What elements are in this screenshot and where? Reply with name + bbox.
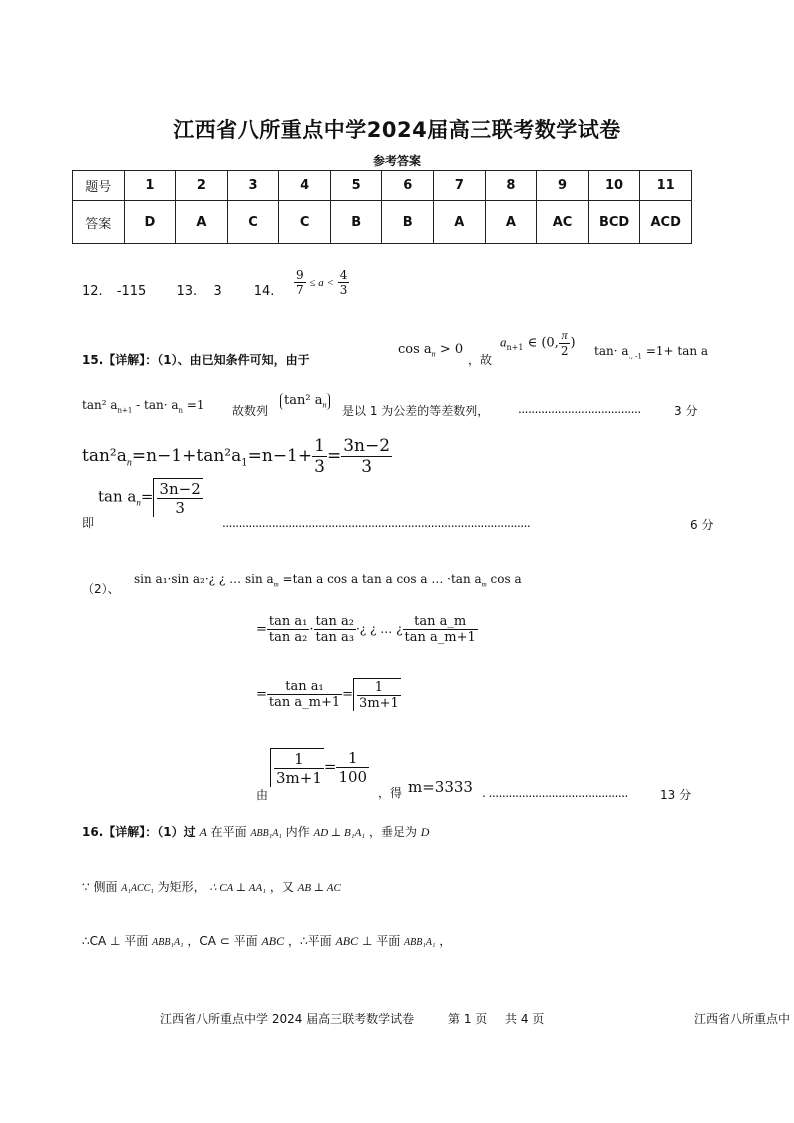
q15-cond1 [398,342,463,359]
q15-line3-f2-num: 3n−2 [343,436,391,456]
q15-line4-lhs: tan a [98,487,137,506]
q15-intro: 15.【详解】：（1）、由已知条件可知，由于 [82,353,310,367]
q15-step3-rad-num: 1 [274,750,324,769]
q15-cond2-close: ) [570,335,576,351]
q13-value: 3 [213,284,222,299]
q16-text1: 在平面 [210,825,247,839]
q15-step1: = $\frac{\text{tan a₁}}{\text{tan a₂}}$ · $\frac{\text{tan a₂}}{\text{tan a₃}}$ ·¿ ¿ … ¿ $\frac{\text{tan a\_m}}{\text{tan a\_m+1}}$ [256,614,476,645]
q15-cond2-rest: ∈ (0, [527,335,559,351]
q15-line4-num: 3n−2 [159,480,201,498]
q16-point-a: A [199,825,207,839]
table-cell: 题号 [73,171,125,201]
q15-step2-den: tan a_m+1 [268,695,341,710]
q16-line3-plane: ABB₁A₁ [152,937,184,948]
fill-in-answers [82,284,274,299]
q14-den-left: 7 [296,283,304,297]
q16-line2-because: ∵ 侧面 [82,880,118,894]
q16-plane1: ABB₁A₁ [250,828,282,839]
table-cell: 答案 [73,201,125,244]
q16-line2-face: A₁ACC₁ [121,883,154,894]
q15-line4-score: 6 分 [690,518,714,532]
answer-table-header-row [73,171,692,201]
q15-line2-a: tan² a [82,398,118,412]
q16-line2-expr: ∴ CA ⊥ AA₁ [209,882,266,894]
table-cell: 5 [330,171,382,201]
q15-eq1-text: tan· a [594,344,629,358]
q15-line2-c: =1 [186,398,205,412]
q15-line4-eq: = [140,487,154,506]
page-subtitle: 参考答案 [372,154,421,168]
q14-num-right: 4 [339,268,348,282]
q15-line2-text: 故数列 [232,404,269,418]
q16-line3-b: ，CA ⊂ 平面 [187,934,258,948]
q15-step2: = $\frac{\text{tan a₁}}{\text{tan a\_m+1}}$ = $\frac{1}{3m+1}$ [256,679,399,711]
footer-right: 江西省八所重点中 [694,1012,791,1026]
q15-step1-d1: tan a₂ [268,630,308,645]
q15-step2-num: tan a₁ [267,679,342,695]
q15-line3-f1-num: 1 [314,436,325,456]
q15-line3-eq: = [326,446,342,466]
table-cell: A [176,201,228,244]
table-cell: 8 [485,171,537,201]
q15-line3-f2-den: 3 [361,457,373,477]
q15-line2-seq-text: tan² a [284,393,323,408]
q16-line3 [82,932,451,949]
q15-line4-den: 3 [175,499,185,517]
q15-line2-seq-sub: n [322,400,327,410]
q15-eq1-sub: ., -1 [628,352,642,361]
q15-step3-rad-den: 3m+1 [276,769,322,787]
q15-step1-n2: tan a₂ [315,614,354,629]
table-cell: 9 [537,171,589,201]
q15-line2-sub1: n+1 [117,406,133,415]
q15-so: ，故 [468,353,493,367]
q15-line3-f1-den: 3 [314,457,325,477]
q15-cond2-sub: n+1 [506,343,524,353]
q15-line4-lhs-sub: n [136,497,141,508]
q15-line4-prefix: 即 [82,516,95,530]
q15-line3-mid: =n−1+tan²a [131,446,242,466]
q15-part2-rhs-end: cos a [490,572,522,586]
q15-step3-score: 13 分 [660,788,692,802]
q12-label: 12. [82,284,103,299]
table-cell: B [330,201,382,244]
table-cell: 10 [588,171,640,201]
table-cell: A [485,201,537,244]
footer-page: 第 1 页 [448,1012,488,1026]
q15-cond2-text: a [500,334,507,350]
q15-step1-d2: tan a₃ [315,630,354,645]
q16-intro: 16.【详解】：（1）过 [82,825,196,839]
q16-line2-text2: ，又 [269,880,294,894]
q15-part2-lhs: sin a₁·sin a₂·¿ ¿ … sin a [134,572,274,586]
q14-den-right: 3 [339,283,348,297]
q16-line3-abc: ABC [261,934,285,948]
q14-label: 14. [253,284,275,299]
q15-step1-n3: tan a_m [403,614,478,630]
q16-line2 [82,878,341,895]
q15-part2-label: （2）、 [82,582,120,596]
table-cell: D [124,201,176,244]
table-cell: 4 [279,171,331,201]
q15-step3-expr [270,748,369,787]
q15-part2-sub: m [273,580,279,589]
q15-line3-mid-sub: 1 [241,457,248,469]
table-cell: A [434,201,486,244]
q16-line3-end: ， [439,934,452,948]
q15-eq1 [594,344,708,360]
q15-line3-mid2: =n−1+ [247,446,313,466]
q16-line2-expr2: AB ⊥ AC [297,882,341,894]
q15-cond1-sub: n [431,349,436,359]
table-cell: C [279,201,331,244]
q15-step3-text: ，得 [378,786,403,800]
table-cell: AC [537,201,589,244]
q15-line2-text2: 是以 1 为公差的等差数列， [342,404,490,418]
q14-expression [294,268,349,297]
q15-eq1-rest: =1+ tan a [645,344,709,358]
table-cell: B [382,201,434,244]
q13-label: 13. [176,284,198,299]
q15-line4-dots: ............................................................................................. [222,516,531,530]
table-cell: 3 [227,171,279,201]
q16-text2: 内作 [285,825,310,839]
q16-expr1: AD ⊥ B₁A₁ [313,827,366,839]
q16-line1 [82,823,429,840]
q15-part2-rhs-sub: m [481,580,487,589]
q16-line3-plane2: ABB₁A₁ [404,937,436,948]
q15-step2-rad-num: 1 [357,680,401,696]
page-title: 江西省八所重点中学2024届高三联考数学试卷 [173,118,621,142]
table-cell: 2 [176,171,228,201]
q12-value: -115 [116,284,147,299]
q15-line3 [82,436,392,477]
q15-step3-dots: . .......................................... [482,786,628,800]
q14-relation: ≤ a < [309,277,334,289]
footer-left: 江西省八所重点中学 2024 届高三联考数学试卷 [160,1012,415,1026]
q16-line3-abc2: ABC [335,934,359,948]
q15-line2-seq [280,393,330,410]
q15-line2-b: - tan· a [136,398,179,412]
table-cell: ACD [640,201,692,244]
q16-line3-c: ，∴平面 [287,934,332,948]
q16-point-d: D [420,825,430,839]
q15-step3-den: 100 [338,768,368,786]
q16-line2-text: 为矩形， [157,880,206,894]
q15-step3-num: 1 [336,749,369,768]
q15-part2-expr [134,572,522,588]
q15-line3-lhs: tan²a [82,446,127,466]
q16-line3-a: ∴CA ⊥ 平面 [82,934,149,948]
q15-line2-sub2: n [178,406,184,415]
q15-line3-lhs-sub: n [126,457,132,469]
q15-line2-dots: ..................................... [518,402,641,416]
table-cell: C [227,201,279,244]
q15-step3-eq: = [323,757,337,776]
q15-line4-expr [98,478,203,517]
footer-total: 共 4 页 [505,1012,545,1026]
q15-step1-d3: tan a_m+1 [404,630,476,645]
q15-cond1-text: cos a [398,342,432,357]
q15-two: 2 [560,344,569,358]
q15-line2-expr [82,398,205,414]
q15-line2-score: 3 分 [674,404,698,418]
q15-step1-mid: ·¿ ¿ … ¿ [355,622,403,636]
table-cell: 7 [434,171,486,201]
answer-table-answer-row [73,201,692,244]
q16-text3: ，垂足为 [368,825,417,839]
q15-pi: π [559,328,571,344]
q15-step2-eq: = [342,687,354,702]
q15-part2-rhs: =tan a cos a tan a cos a … ·tan a [282,572,482,586]
q15-step3-prefix: 由 [256,788,269,802]
answer-table [72,170,692,244]
q16-line3-d: ⊥ 平面 [361,934,401,948]
table-cell: 1 [124,171,176,201]
q15-step2-rad-den: 3m+1 [359,696,399,711]
table-cell: 11 [640,171,692,201]
table-cell: BCD [588,201,640,244]
q15-step3-result: m=3333 [408,778,473,796]
q15-step1-n1: tan a₁ [268,614,308,629]
q14-num-left: 9 [296,268,304,282]
table-cell: 6 [382,171,434,201]
q15-cond2 [500,328,576,358]
q15-cond1-rest: > 0 [439,342,464,357]
